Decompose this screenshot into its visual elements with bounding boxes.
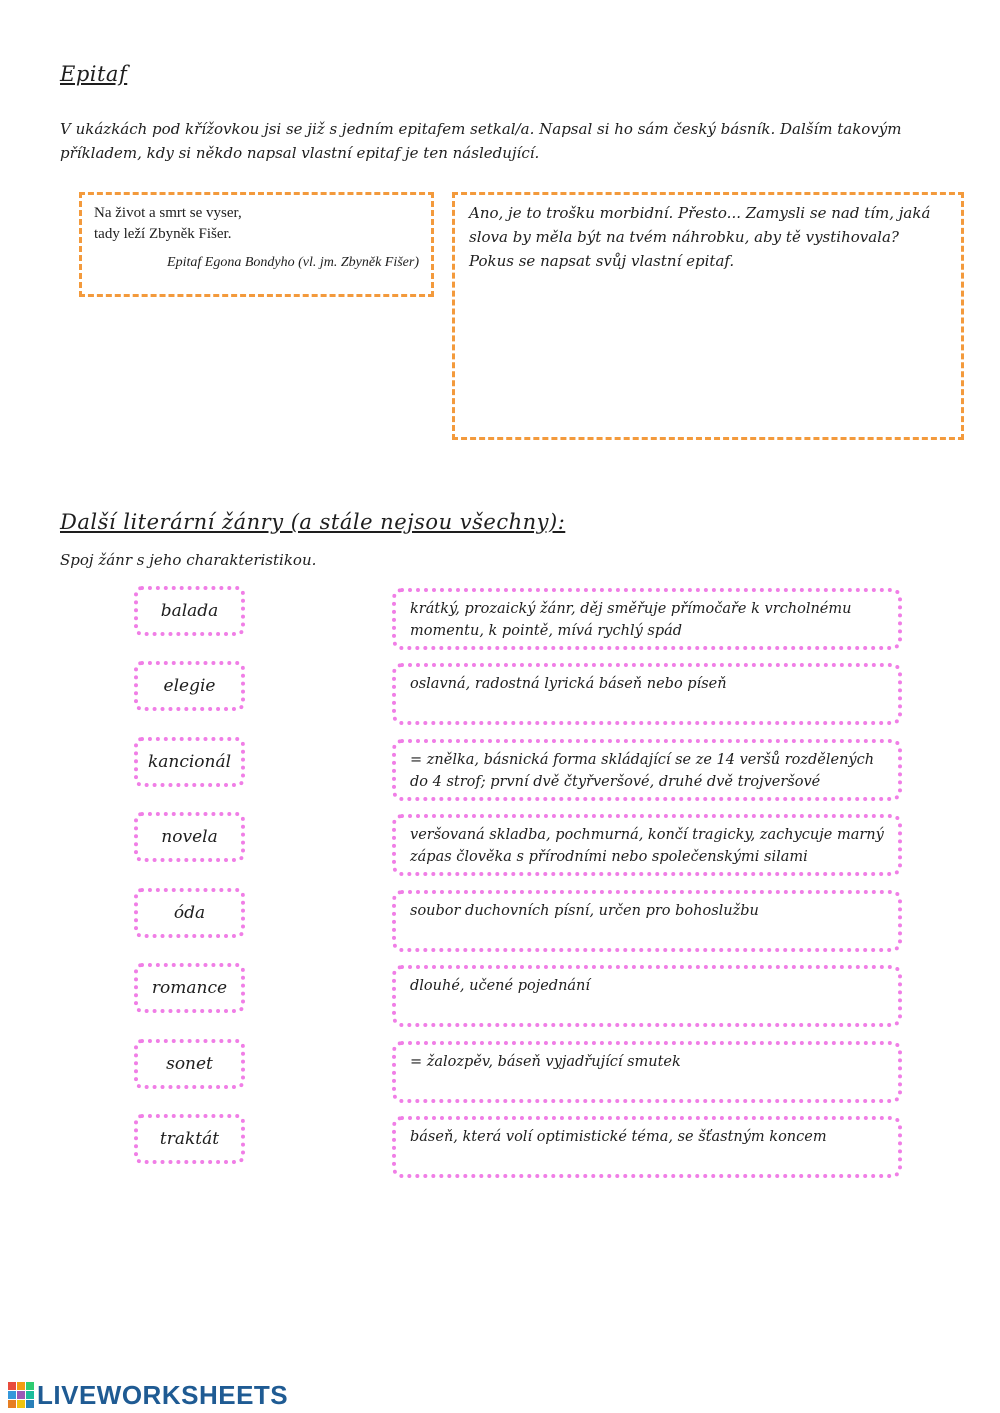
epitaph-task-text: Ano, je to trošku morbidní. Přesto... Zamysli se nad tím, jaká slova by měla být na tvém náhrobku, aby tě vystihovala? Pokus se napsat svůj vlastní epitaf. (469, 204, 931, 270)
genre-box-balada[interactable]: balada (134, 586, 245, 636)
liveworksheets-logo[interactable] (8, 1380, 288, 1410)
logo-blocks-icon (8, 1382, 34, 1408)
definition-box-2[interactable]: oslavná, radostná lyrická báseň nebo píseň (392, 663, 902, 725)
genre-box-traktat[interactable]: traktát (134, 1114, 245, 1164)
section-heading-genres: Další literární žánry (a stále nejsou všechny): (60, 510, 566, 534)
matching-instruction: Spoj žánr s jeho charakteristikou. (60, 551, 317, 569)
genre-box-kancional[interactable]: kancionál (134, 737, 245, 787)
genre-box-novela[interactable]: novela (134, 812, 245, 862)
definition-box-1[interactable]: krátký, prozaický žánr, děj směřuje přímočaře k vrcholnému momentu, k pointě, mívá rychlý spád (392, 588, 902, 650)
intro-paragraph: V ukázkách pod křížovkou jsi se již s jedním epitafem setkal/a. Napsal si ho sám český básník. Dalším takovým příkladem, kdy si někdo napsal vlastní epitaf je ten následující. (60, 120, 902, 162)
genre-box-elegie[interactable]: elegie (134, 661, 245, 711)
definition-box-4[interactable]: veršovaná skladba, pochmurná, končí tragicky, zachycuje marný zápas člověka s přírodními nebo společenskými silami (392, 814, 902, 876)
definition-box-8[interactable]: báseň, která volí optimistické téma, se šťastným koncem (392, 1116, 902, 1178)
logo-text: LIVEWORKSHEETS (37, 1379, 289, 1410)
epitaph-credit: Epitaf Egona Bondyho (vl. jm. Zbyněk Fišer) (167, 255, 419, 270)
section-heading-epitaf: Epitaf (60, 62, 128, 86)
epitaph-line-2: tady leží Zbyněk Fišer. (94, 226, 232, 242)
definition-box-7[interactable]: = žalozpěv, báseň vyjadřující smutek (392, 1041, 902, 1103)
definition-box-5[interactable]: soubor duchovních písní, určen pro bohoslužbu (392, 890, 902, 952)
definition-box-6[interactable]: dlouhé, učené pojednání (392, 965, 902, 1027)
genre-box-romance[interactable]: romance (134, 963, 245, 1013)
epitaph-quote-box (79, 192, 434, 297)
definition-box-3[interactable]: = znělka, básnická forma skládající se ze 14 veršů rozdělených do 4 strof; první dvě čtyřveršové, druhé dvě trojveršové (392, 739, 902, 801)
genre-box-sonet[interactable]: sonet (134, 1039, 245, 1089)
genre-box-oda[interactable]: óda (134, 888, 245, 938)
epitaph-line-1: Na život a smrt se vyser, (94, 205, 242, 221)
epitaph-writing-box[interactable] (452, 192, 964, 440)
